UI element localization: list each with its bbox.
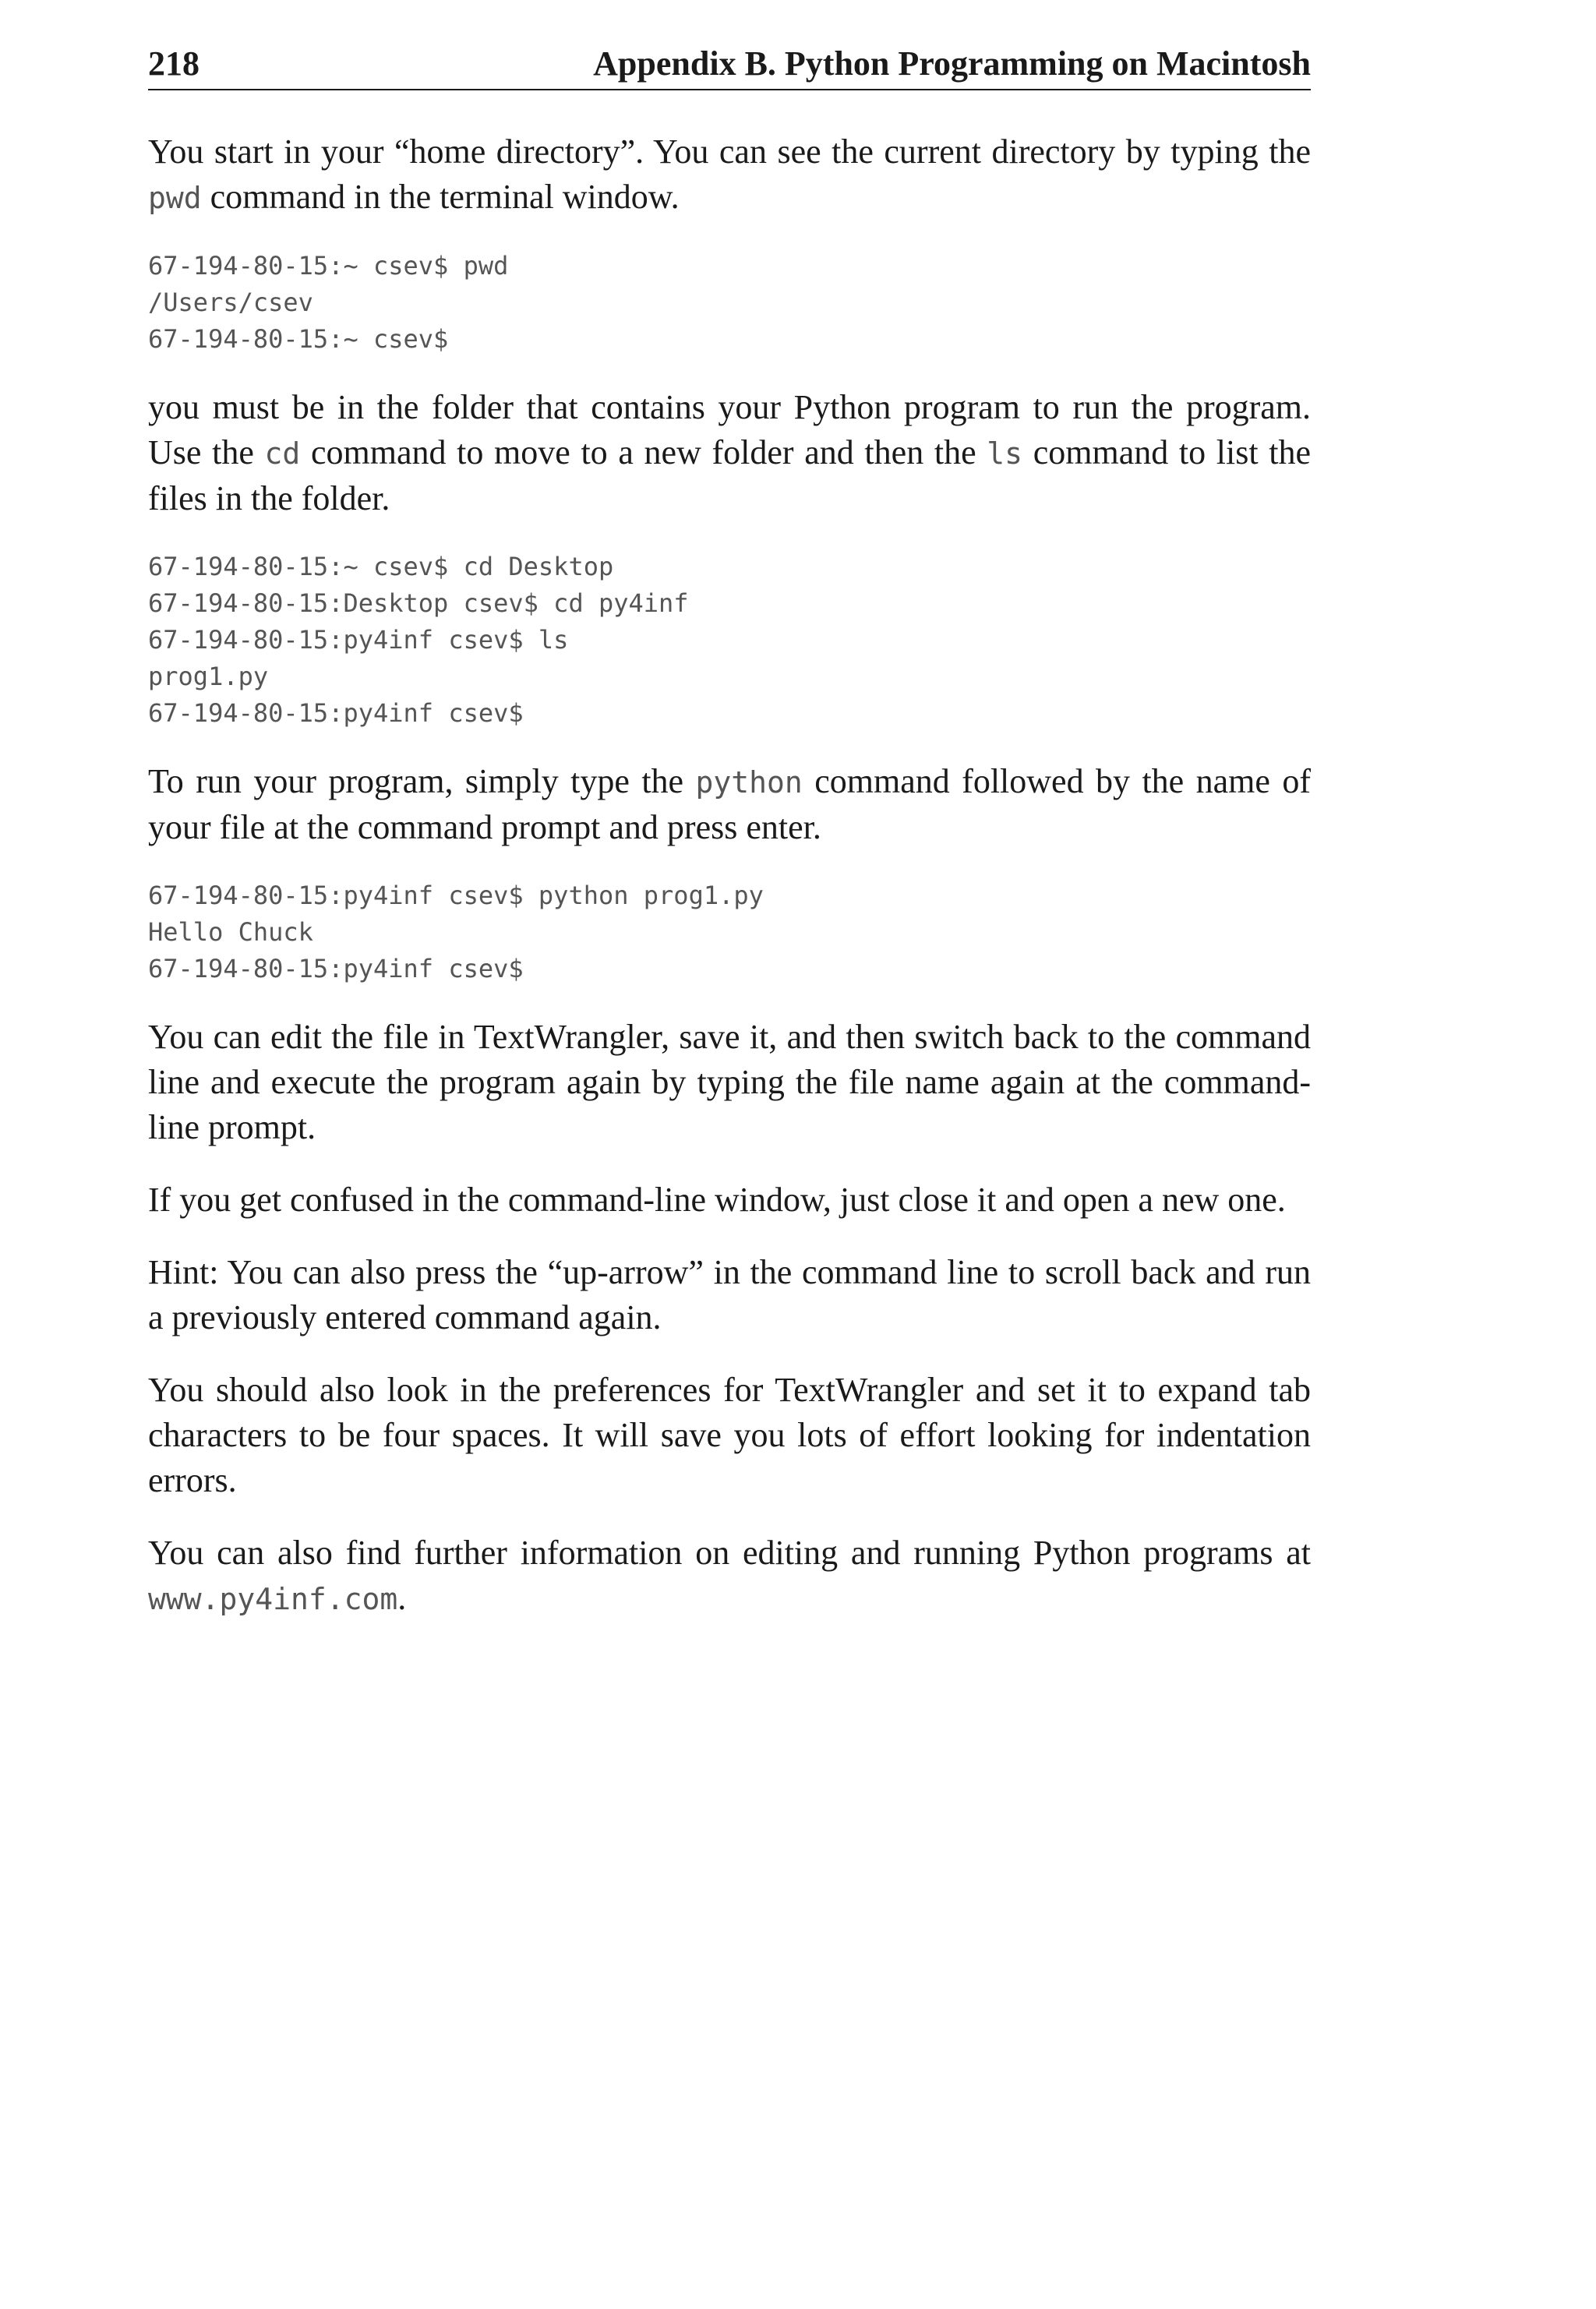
page-content [148, 129, 1311, 1622]
code-line: Hello Chuck [148, 917, 313, 947]
inline-code-ls: ls [987, 436, 1023, 471]
inline-code-pwd: pwd [148, 181, 202, 215]
paragraph-run-program: To run your program, simply type the python command followed by the name of your file at the command prompt and press enter. [148, 762, 1311, 846]
paragraph-preferences: You should also look in the preferences for TextWrangler and set it to expand tab characters to be four spaces. It will save you lots of effort looking for indentation errors. [148, 1371, 1311, 1499]
inline-code-url: www.py4inf.com [148, 1582, 398, 1616]
code-line: 67-194-80-15:~ csev$ [148, 324, 449, 354]
code-line: 67-194-80-15:~ csev$ pwd [148, 251, 509, 281]
code-line: 67-194-80-15:py4inf csev$ python prog1.py [148, 881, 764, 910]
paragraph-change-folder: you must be in the folder that contains your Python program to run the program. Use the cd command to move to a new folder and then the ls command to list the files in the folder. [148, 388, 1311, 517]
code-line: prog1.py [148, 662, 269, 691]
terminal-code-block-python [148, 877, 1311, 987]
paragraph-edit-file: You can edit the file in TextWrangler, save it, and then switch back to the command line and execute the program again by typing the file name again at the command-line prompt. [148, 1018, 1311, 1146]
code-line: 67-194-80-15:~ csev$ cd Desktop [148, 552, 614, 581]
running-header [148, 41, 1311, 90]
paragraph-confused: If you get confused in the command-line window, just close it and open a new one. [148, 1181, 1286, 1219]
page-number: 218 [148, 44, 200, 83]
code-line: 67-194-80-15:py4inf csev$ [148, 954, 524, 983]
paragraph-home-directory: You start in your “home directory”. You can see the current directory by typing the pwd command in the terminal window. [148, 132, 1311, 216]
code-line: /Users/csev [148, 288, 313, 317]
code-line: 67-194-80-15:py4inf csev$ [148, 698, 524, 728]
inline-code-python: python [695, 765, 803, 800]
terminal-code-block-cd-ls [148, 549, 1311, 732]
code-line: 67-194-80-15:py4inf csev$ ls [148, 625, 569, 655]
inline-code-cd: cd [264, 436, 301, 471]
terminal-code-block-pwd [148, 248, 1311, 358]
chapter-title: Appendix B. Python Programming on Macintosh [593, 44, 1311, 83]
paragraph-further-info: You can also find further information on editing and running Python programs at www.py4inf.com. [148, 1534, 1311, 1617]
book-page [148, 41, 1311, 1649]
paragraph-hint: Hint: You can also press the “up-arrow” in the command line to scroll back and run a previously entered command again. [148, 1253, 1311, 1336]
code-line: 67-194-80-15:Desktop csev$ cd py4inf [148, 588, 689, 618]
